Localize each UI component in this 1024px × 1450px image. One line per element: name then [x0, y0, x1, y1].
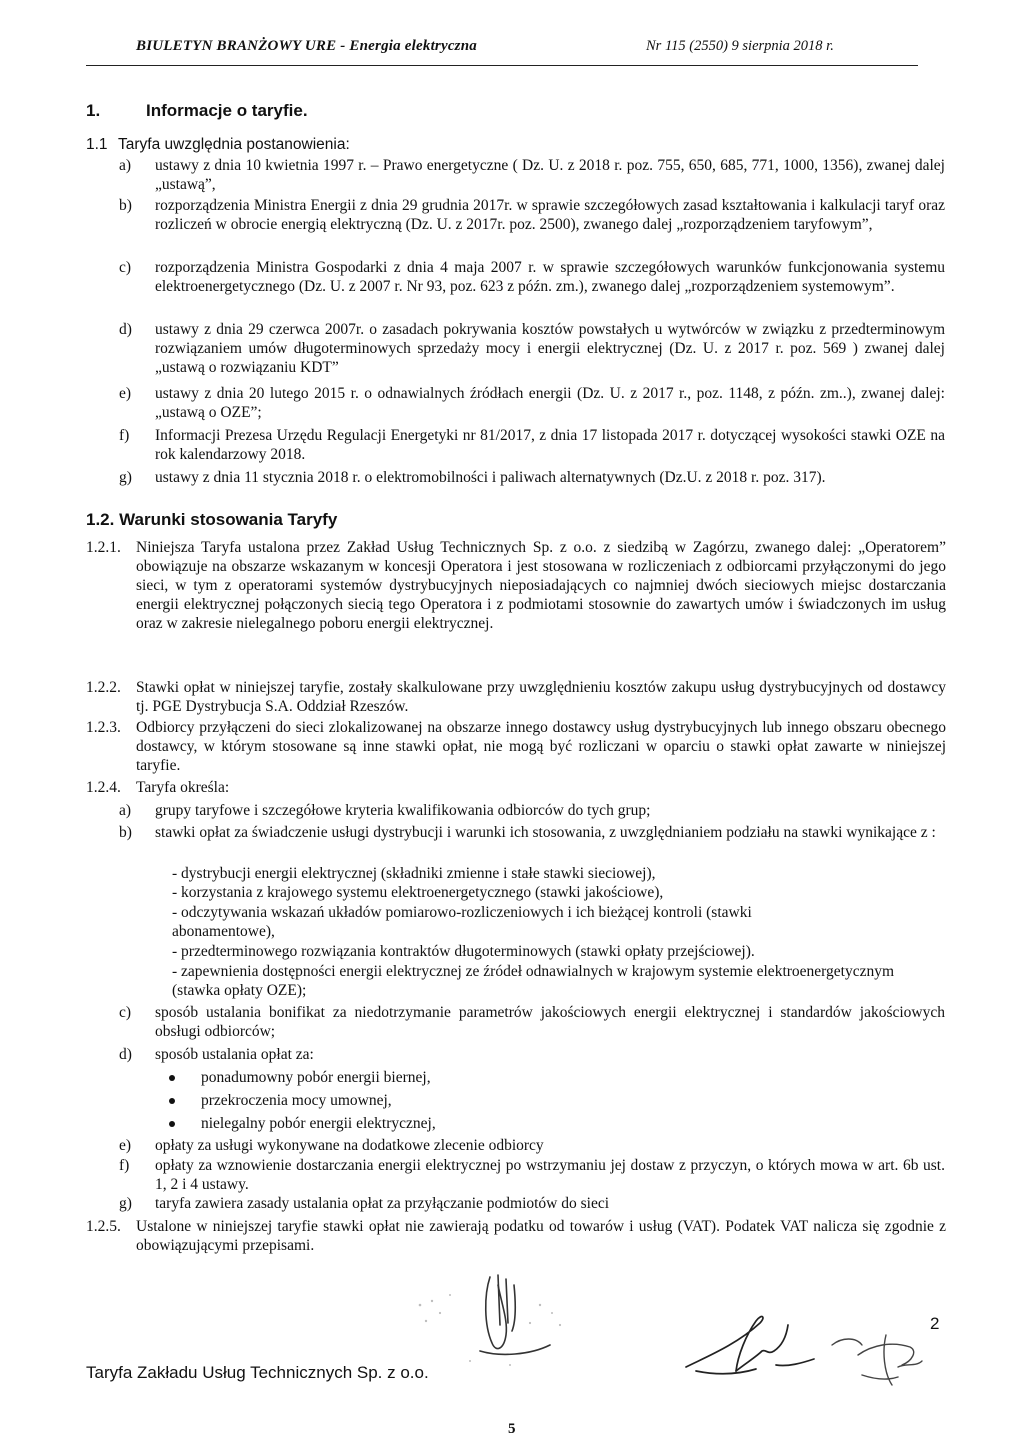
bulletin-title: BIULETYN BRANŻOWY URE - Energia elektryczna: [136, 38, 477, 54]
section-number: 1.: [86, 101, 101, 120]
list-item: [119, 1156, 945, 1194]
list-item-label: c): [119, 259, 132, 276]
bullet-item: [155, 1091, 855, 1110]
list-item-label: d): [119, 1046, 132, 1063]
subsection-number: 1.1: [86, 136, 108, 153]
list-item: [119, 1136, 945, 1155]
bullet-item: [155, 1114, 855, 1133]
paragraph-number: 1.2.4.: [86, 779, 121, 796]
list-item-text: ustawy z dnia 29 czerwca 2007r. o zasadach pokrywania kosztów powstałych u wytwórców w związku z przedterminowym rozwiązaniem umów długoterminowych sprzedaży mocy i energii elektrycznej (Dz. U. z 2017 r. poz. 569 ) zwanej dalej „ustawą o rozwiązaniu KDT”: [155, 321, 945, 376]
bullet-item: [155, 1068, 855, 1087]
bullet-text: nielegalny pobór energii elektrycznej,: [201, 1115, 436, 1132]
list-item-label: e): [119, 1137, 132, 1154]
list-item-label: a): [119, 157, 132, 174]
bullet-text: ponadumowny pobór energii biernej,: [201, 1069, 431, 1086]
list-item: [119, 1194, 945, 1213]
list-item-text: grupy taryfowe i szczegółowe kryteria kwalifikowania odbiorców do tych grup;: [155, 802, 651, 819]
list-item-label: g): [119, 469, 132, 486]
list-item-label: f): [119, 427, 130, 444]
list-item-label: b): [119, 824, 132, 841]
paragraph-number: 1.2.3.: [86, 719, 121, 736]
bullet-icon: [169, 1121, 175, 1127]
paragraph-text: Ustalone w niniejszej taryfie stawki opłat nie zawierają podatku od towarów i usług (VAT). Podatek VAT nalicza się zgodnie z obowiązującymi przepisami.: [136, 1218, 946, 1254]
section-title: Informacje o taryfie.: [146, 101, 308, 120]
official-stamp-signature: [380, 1265, 580, 1375]
list-item: [119, 258, 945, 296]
subsection-title: Taryfa uwzględnia postanowienia:: [118, 136, 350, 153]
bullet-text: przekroczenia mocy umownej,: [201, 1092, 392, 1109]
dash-item: - przedterminowego rozwiązania kontraktów długoterminowych (stawki opłaty przejściowej).: [172, 943, 755, 960]
paragraph-number: 1.2.2.: [86, 679, 121, 696]
handwritten-signature: [676, 1305, 826, 1385]
dash-item: - dystrybucji energii elektrycznej (składniki zmienne i stałe stawki sieciowej),: [172, 865, 656, 882]
paragraph-1-2-3: [86, 718, 946, 775]
paragraph-number: 1.2.1.: [86, 539, 121, 556]
list-item-text: sposób ustalania bonifikat za niedotrzymanie parametrów jakościowych energii elektrycznej i standardów jakościowych obsługi odbiorców;: [155, 1004, 945, 1040]
page-number: 2: [930, 1314, 940, 1333]
list-item-label: a): [119, 802, 132, 819]
list-item: [119, 384, 945, 422]
list-item: [119, 196, 945, 234]
list-item-text: opłaty za wznowienie dostarczania energii elektrycznej po wstrzymaniu jej dostaw z przyczyn, o których mowa w art. 6b ust. 1, 2 i 4 ustawy.: [155, 1157, 945, 1193]
dash-item: - zapewnienia dostępności energii elektrycznej ze źródeł odnawialnych w krajowym systemie elektroenergetycznym (stawka opłaty OZE);: [172, 963, 895, 999]
list-item-label: b): [119, 197, 132, 214]
footer-text: Taryfa Zakładu Usług Technicznych Sp. z o.o.: [86, 1363, 429, 1382]
paragraph-1-2-1: [86, 538, 946, 633]
list-item: [119, 1045, 945, 1064]
list-item-text: sposób ustalania opłat za:: [155, 1046, 314, 1063]
list-item-text: ustawy z dnia 10 kwietnia 1997 r. – Prawo energetyczne ( Dz. U. z 2018 r. poz. 755, 650, 685, 771, 1000, 1356), zwanej dalej „ustawą”,: [155, 157, 945, 193]
list-item-text: rozporządzenia Ministra Energii z dnia 29 grudnia 2017r. w sprawie szczegółowych zasad kształtowania i kalkulacji taryf oraz rozliczeń w obrocie energią elektryczną (Dz. U. z 2017r. poz. 2500), zwanego dalej „rozporządzeniem taryfowym”,: [155, 197, 945, 233]
list-item-label: c): [119, 1004, 132, 1021]
list-item: [119, 468, 945, 487]
list-item: [119, 823, 945, 842]
header-divider: [86, 65, 918, 66]
list-item-text: ustawy z dnia 20 lutego 2015 r. o odnawialnych źródłach energii (Dz. U. z 2017 r., poz. 1148, z późn. zm..), zwanej dalej: „ustawą o OZE”;: [155, 385, 945, 421]
list-item-label: f): [119, 1157, 130, 1174]
section-1-2-heading: 1.2. Warunki stosowania Taryfy: [86, 510, 338, 529]
paragraph-1-2-4: [86, 778, 946, 797]
dash-item: - korzystania z krajowego systemu elektroenergetycznego (stawki jakościowe),: [172, 884, 664, 901]
list-item: [119, 801, 945, 820]
paragraph-number: 1.2.5.: [86, 1218, 121, 1235]
list-item: [119, 1003, 945, 1041]
paragraph-1-2-2: [86, 678, 946, 716]
dash-item: - odczytywania wskazań układów pomiarowo-rozliczeniowych i ich bieżącej kontroli (stawki abonamentowe),: [172, 904, 752, 940]
company-stamp-signature: [822, 1315, 932, 1395]
list-item-text: rozporządzenia Ministra Gospodarki z dnia 4 maja 2007 r. w sprawie szczegółowych warunków funkcjonowania systemu elektroenergetycznego (Dz. U. z 2007 r. Nr 93, poz. 623 z późn. zm.), zwanego dalej „rozporządzeniem systemowym”.: [155, 259, 945, 295]
bulletin-page-number: 5: [508, 1421, 516, 1437]
paragraph-text: Stawki opłat w niniejszej taryfie, zostały skalkulowane przy uwzględnieniu kosztów zakupu usług dystrybucyjnych od dostawcy tj. PGE Dystrybucja S.A. Oddział Rzeszów.: [136, 679, 946, 715]
list-item-text: opłaty za usługi wykonywane na dodatkowe zlecenie odbiorcy: [155, 1137, 544, 1154]
paragraph-text: Odbiorcy przyłączeni do sieci zlokalizowanej na obszarze innego dostawcy usług dystrybucyjnych lub innego obszaru obecnego dostawcy, w którym stosowane są inne stawki opłat, nie mogą być rozliczani w oparciu o stawki opłat zawarte w niniejszej taryfie.: [136, 719, 946, 774]
list-item-label: g): [119, 1195, 132, 1212]
bullet-icon: [169, 1075, 175, 1081]
list-item-text: taryfa zawiera zasady ustalania opłat za przyłączanie podmiotów do sieci: [155, 1195, 610, 1212]
list-item-text: ustawy z dnia 11 stycznia 2018 r. o elektromobilności i paliwach alternatywnych (Dz.U. z 2018 r. poz. 317).: [155, 469, 826, 486]
list-item-text: Informacji Prezesa Urzędu Regulacji Energetyki nr 81/2017, z dnia 17 listopada 2017 r. dotyczącej wysokości stawki OZE na rok kalendarzowy 2018.: [155, 427, 945, 463]
list-item-text: stawki opłat za świadczenie usługi dystrybucji i warunki ich stosowania, z uwzględnianiem podziału na stawki wynikające z :: [155, 824, 936, 841]
list-item: [119, 426, 945, 464]
list-item: [119, 156, 945, 194]
subsection-1-1-heading: [86, 135, 350, 154]
paragraph-text: Niniejsza Taryfa ustalona przez Zakład Usług Technicznych Sp. z o.o. z siedzibą w Zagórzu, zwanego dalej: „Operatorem” obowiązuje na obszarze wskazanym w koncesji Operatora i jest stosowana w rozliczeniach z odbiorcami przyłączonymi do jego sieci, w tym z operatorami systemów dystrybucyjnych nieposiadających co najmniej dwóch sieciowych miejsc dostarczania energii elektrycznej połączonych siecią tego Operatora i z podmiotami stosownie do zawartych umów i świadczonych im usług oraz w zakresie nielegalnego poboru energii elektrycznej.: [136, 539, 946, 632]
list-item-label: d): [119, 321, 132, 338]
paragraph-1-2-5: [86, 1217, 946, 1255]
list-item: [119, 320, 945, 377]
paragraph-text: Taryfa określa:: [136, 779, 230, 796]
bullet-icon: [169, 1098, 175, 1104]
list-item-label: e): [119, 385, 132, 402]
section-1-heading: [86, 101, 308, 120]
issue-info: Nr 115 (2550) 9 sierpnia 2018 r.: [646, 38, 834, 54]
